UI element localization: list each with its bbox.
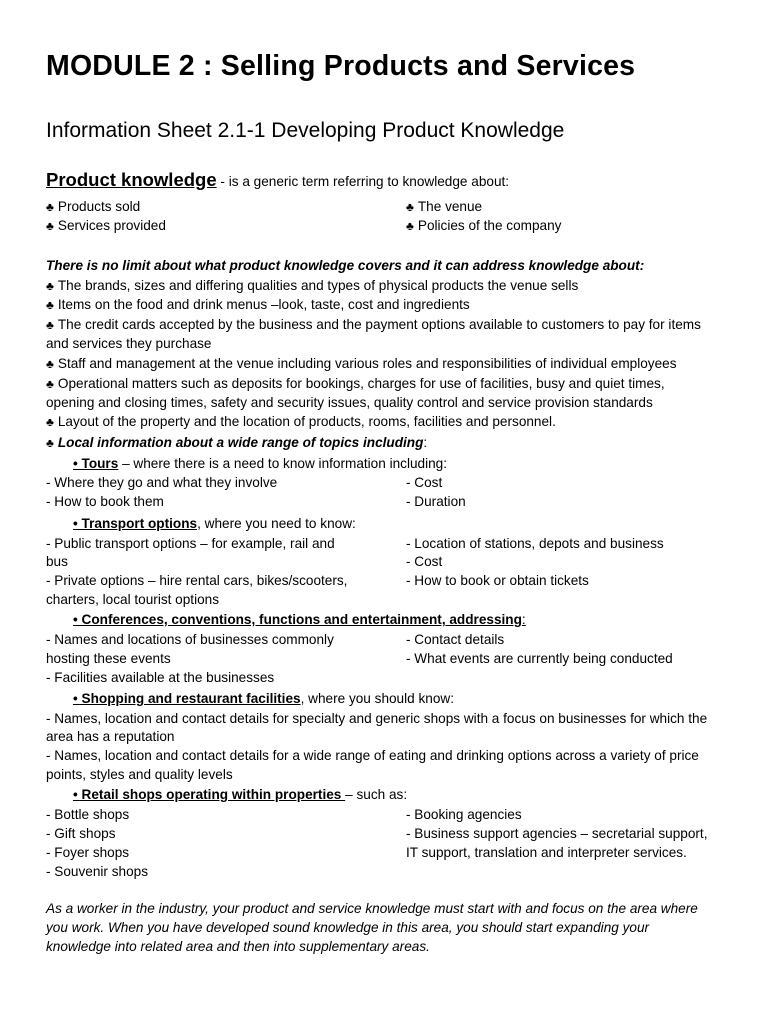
club-bullet-icon: ♣: [46, 377, 54, 391]
club-bullet-icon: ♣: [46, 415, 54, 429]
list-item: - Cost: [406, 475, 443, 490]
conferences-heading: • Conferences, conventions, functions and entertainment, addressing:: [73, 612, 526, 627]
list-item: - Cost: [406, 554, 443, 569]
club-bullet-icon: ♣: [406, 200, 414, 214]
list-item-continuation: and services they purchase: [46, 336, 212, 351]
club-bullet-icon: ♣: [46, 219, 54, 233]
retail-heading: • Retail shops operating within properties – such as:: [73, 787, 408, 802]
list-item-continuation: hosting these events: [46, 651, 171, 666]
club-bullet-icon: ♣: [46, 200, 54, 214]
list-item: - Gift shops: [46, 826, 116, 841]
shopping-heading: • Shopping and restaurant facilities, where you should know:: [73, 691, 454, 706]
list-item: ♣ Policies of the company: [406, 218, 562, 233]
list-item: ♣ The brands, sizes and differing qualities and types of physical products the venue sells: [46, 278, 579, 293]
list-item: - Where they go and what they involve: [46, 475, 278, 490]
club-bullet-icon: ♣: [46, 357, 54, 371]
list-item-continuation: area has a reputation: [46, 729, 175, 744]
list-item: - How to book them: [46, 494, 164, 509]
club-bullet-icon: ♣: [46, 318, 54, 332]
list-item: ♣ Services provided: [46, 218, 166, 233]
list-item: - What events are currently being conducted: [406, 651, 673, 666]
list-item: - Souvenir shops: [46, 864, 149, 879]
list-item: ♣ Items on the food and drink menus –look, taste, cost and ingredients: [46, 297, 470, 312]
list-item: - Names and locations of businesses commonly: [46, 632, 334, 647]
list-item: - Foyer shops: [46, 845, 130, 860]
closing-paragraph-line: As a worker in the industry, your product and service knowledge must start with and focus on the area where: [46, 901, 698, 916]
tours-heading: • Tours – where there is a need to know information including:: [73, 456, 448, 471]
list-item: - Public transport options – for example, rail and: [46, 536, 335, 551]
local-info-heading: ♣ Local information about a wide range of topics including:: [46, 435, 428, 450]
list-item: - Private options – hire rental cars, bikes/scooters,: [46, 573, 348, 588]
list-item: - Contact details: [406, 632, 505, 647]
list-item: - Booking agencies: [406, 807, 522, 822]
transport-heading: • Transport options, where you need to know:: [73, 516, 356, 531]
list-item: ♣ The venue: [406, 199, 483, 214]
list-item: ♣ Layout of the property and the location of products, rooms, facilities and personnel.: [46, 414, 556, 429]
list-item-continuation: opening and closing times, safety and security issues, quality control and service provision standards: [46, 395, 653, 410]
list-item-continuation: IT support, translation and interpreter services.: [406, 845, 687, 860]
list-item: - Duration: [406, 494, 466, 509]
list-item: - Bottle shops: [46, 807, 130, 822]
module-title: MODULE 2 : Selling Products and Services: [46, 50, 636, 82]
sheet-title: Information Sheet 2.1-1 Developing Product Knowledge: [46, 119, 565, 142]
product-knowledge-term: Product knowledge: [46, 169, 217, 190]
club-bullet-icon: ♣: [46, 436, 54, 450]
closing-paragraph-line: you work. When you have developed sound knowledge in this area, you should start expanding your: [46, 920, 650, 935]
product-knowledge-text: - is a generic term referring to knowledge about:: [216, 174, 510, 189]
list-item: ♣ Operational matters such as deposits for bookings, charges for use of facilities, busy and quiet times,: [46, 376, 665, 391]
list-item: - Business support agencies – secretarial support,: [406, 826, 708, 841]
limits-heading: There is no limit about what product knowledge covers and it can address knowledge about:: [46, 258, 645, 273]
closing-paragraph-line: knowledge into related area and then into supplementary areas.: [46, 939, 430, 954]
list-item: - How to book or obtain tickets: [406, 573, 589, 588]
list-item: ♣ Products sold: [46, 199, 141, 214]
list-item: - Facilities available at the businesses: [46, 670, 275, 685]
list-item: ♣ Staff and management at the venue including various roles and responsibilities of individual employees: [46, 356, 677, 371]
list-item-continuation: charters, local tourist options: [46, 592, 220, 607]
club-bullet-icon: ♣: [406, 219, 414, 233]
list-item: ♣ The credit cards accepted by the business and the payment options available to customers to pay for items: [46, 317, 701, 332]
club-bullet-icon: ♣: [46, 298, 54, 312]
list-item: - Names, location and contact details for specialty and generic shops with a focus on businesses for which the: [46, 711, 708, 726]
list-item-continuation: bus: [46, 554, 68, 569]
product-knowledge-definition: [46, 170, 509, 191]
list-item: - Names, location and contact details for a wide range of eating and drinking options across a variety of price: [46, 748, 699, 763]
list-item: - Location of stations, depots and business: [406, 536, 664, 551]
club-bullet-icon: ♣: [46, 279, 54, 293]
list-item-continuation: points, styles and quality levels: [46, 767, 233, 782]
